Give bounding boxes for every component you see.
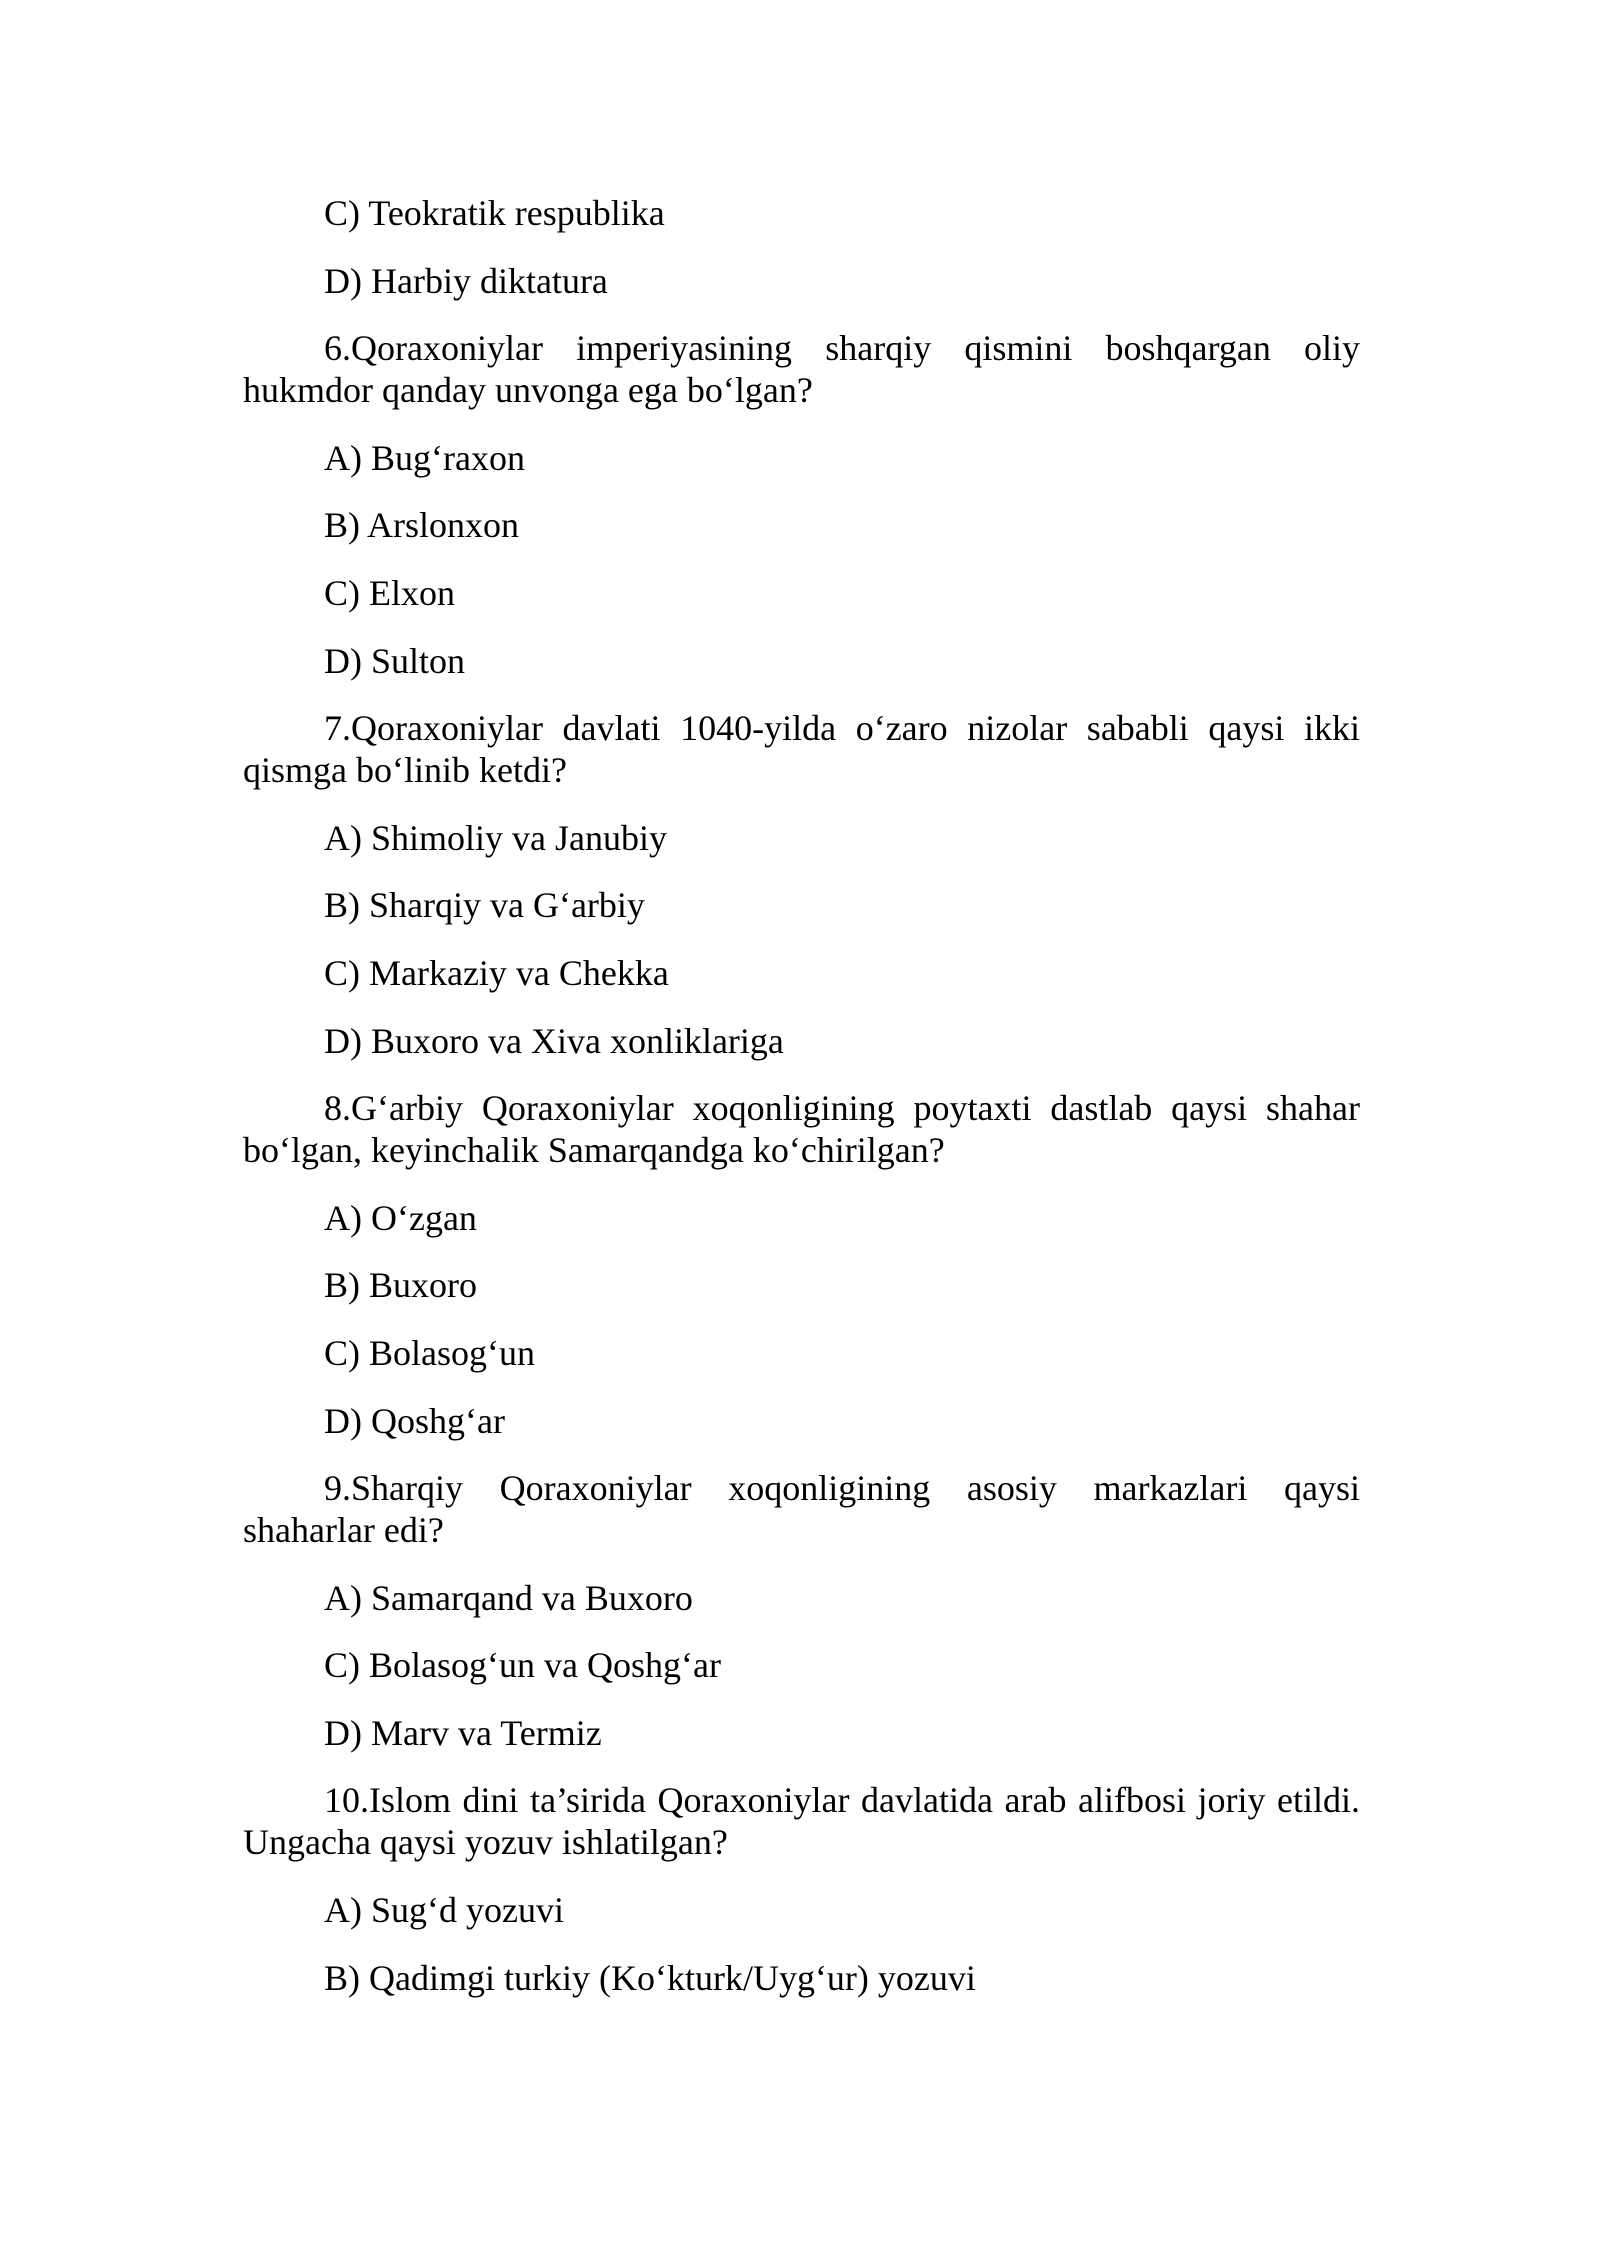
answer-option: C) Teokratik respublika xyxy=(324,193,665,233)
answer-option: C) Bolasog‘un xyxy=(324,1332,535,1373)
answer-option: C) Markaziy va Chekka xyxy=(324,952,669,993)
answer-option: A) Shimoliy va Janubiy xyxy=(324,817,667,858)
answer-option: D) Qoshg‘ar xyxy=(324,1400,505,1441)
answer-option: A) O‘zgan xyxy=(324,1197,477,1238)
question-text: 8.G‘arbiy Qoraxoniylar xoqonligining poytaxti dastlab qaysi shahar bo‘lgan, keyinchalik Samarqandga ko‘chirilgan? xyxy=(243,1088,1360,1171)
answer-option: D) Marv va Termiz xyxy=(324,1712,602,1753)
answer-option: D) Buxoro va Xiva xonliklariga xyxy=(324,1020,784,1061)
answer-option: C) Elxon xyxy=(324,572,455,613)
answer-option: A) Bug‘raxon xyxy=(324,437,525,478)
question-text: 6.Qoraxoniylar imperiyasining sharqiy qismini boshqargan oliy hukmdor qanday unvonga ega bo‘lgan? xyxy=(243,328,1360,411)
answer-option: D) Sulton xyxy=(324,640,466,681)
answer-option: B) Sharqiy va G‘arbiy xyxy=(324,885,645,926)
quiz-content xyxy=(243,192,1360,2024)
answer-option: B) Buxoro xyxy=(324,1265,477,1306)
answer-option: A) Samarqand va Buxoro xyxy=(324,1577,693,1618)
question-text: 10.Islom dini ta’sirida Qoraxoniylar davlatida arab alifbosi joriy etildi. Ungacha qaysi yozuv ishlatilgan? xyxy=(243,1780,1360,1863)
answer-option: D) Harbiy diktatura xyxy=(324,260,608,301)
question-text: 7.Qoraxoniylar davlati 1040-yilda o‘zaro nizolar sababli qaysi ikki qismga bo‘linib ketdi? xyxy=(243,708,1360,791)
answer-option: C) Bolasog‘un va Qoshg‘ar xyxy=(324,1645,721,1686)
answer-option: A) Sug‘d yozuvi xyxy=(324,1890,564,1931)
answer-option: B) Arslonxon xyxy=(324,505,520,546)
question-text: 9.Sharqiy Qoraxoniylar xoqonligining asosiy markazlari qaysi shaharlar edi? xyxy=(243,1468,1360,1551)
answer-option: B) Qadimgi turkiy (Ko‘kturk/Uyg‘ur) yozuvi xyxy=(324,1957,976,1998)
